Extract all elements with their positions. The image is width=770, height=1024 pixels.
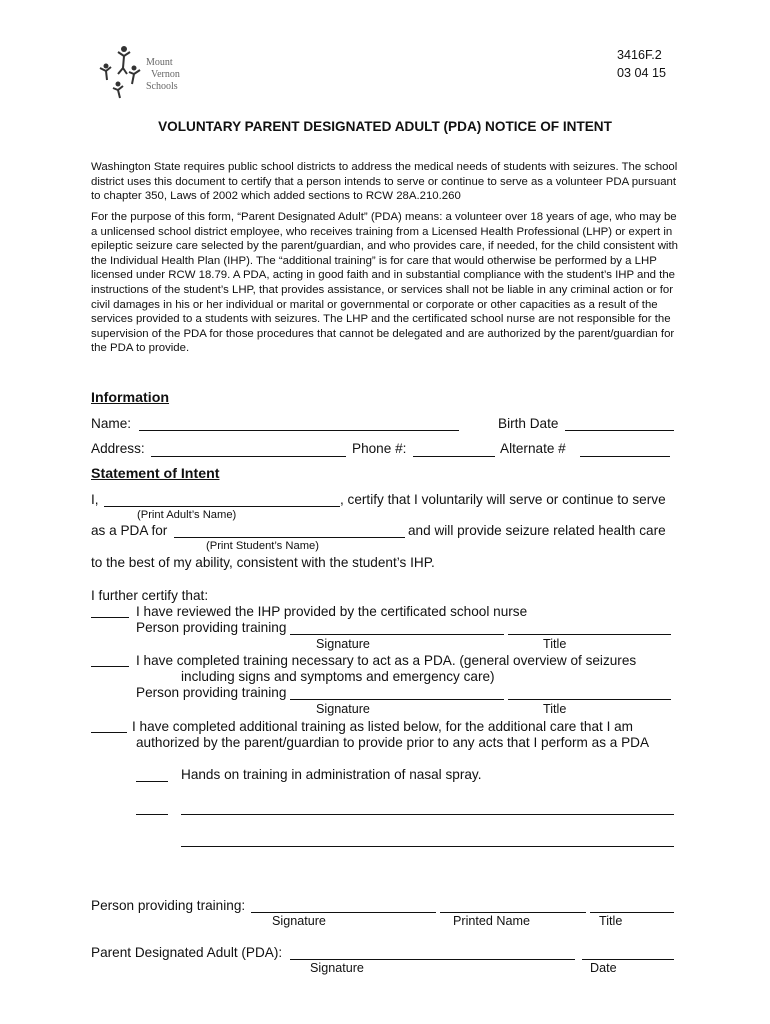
item1-text: I have reviewed the IHP provided by the certificated school nurse: [136, 604, 528, 619]
address-field[interactable]: [151, 456, 346, 457]
will-provide-text: and will provide seizure related health care: [408, 523, 666, 538]
item1-title-caption: Title: [543, 637, 567, 651]
name-field[interactable]: [139, 430, 459, 431]
print-student-caption: (Print Student’s Name): [206, 540, 319, 552]
pda-date-caption: Date: [590, 961, 617, 975]
item1-initial-field[interactable]: [91, 617, 129, 618]
pda-date-field[interactable]: [582, 959, 674, 960]
form-date: 03 04 15: [617, 66, 667, 80]
i-label: I,: [91, 492, 99, 507]
name-label: Name:: [91, 416, 132, 431]
pda-signature-caption: Signature: [310, 961, 364, 975]
pda-signature-field[interactable]: [290, 959, 575, 960]
as-pda-for-label: as a PDA for: [91, 523, 168, 538]
page-title: VOLUNTARY PARENT DESIGNATED ADULT (PDA) NOTICE OF INTENT: [158, 119, 612, 134]
nasal-training-text: Hands on training in administration of nasal spray.: [181, 767, 482, 782]
item2-text-b: including signs and symptoms and emergency care): [181, 669, 495, 684]
item2-title-caption: Title: [543, 702, 567, 716]
footer-signature-caption: Signature: [272, 914, 326, 928]
print-adult-caption: (Print Adult’s Name): [137, 509, 237, 521]
intro-paragraph-1: Washington State requires public school districts to address the medical needs of students with seizures. The school district uses this document to certify that a person intends to serve or continue to serve as a volunteer PDA pursuant to chapter 350, Laws of 2002 which added sections to RCW 28A.210.260: [91, 161, 678, 203]
extra-training-line-1[interactable]: [181, 814, 674, 815]
birth-date-field[interactable]: [565, 430, 674, 431]
item3-text-b: authorized by the parent/guardian to provide prior to any acts that I perform as a PDA: [136, 735, 650, 750]
logo-line-2: Vernon: [151, 69, 180, 80]
logo-line-1: Mount: [146, 57, 173, 68]
item2-signature-caption: Signature: [316, 702, 370, 716]
item3-initial-field[interactable]: [91, 732, 127, 733]
footer-trainer-signature-field[interactable]: [251, 912, 436, 913]
intro-paragraph-2: For the purpose of this form, “Parent Designated Adult” (PDA) means: a volunteer over 18 years of age, who may be a unlicensed school district employee, who receives training from a Licensed Health Professional (LHP) or expert in epileptic seizure care selected by the parent/guardian, and who provides care, if needed, for the child consistent with the Individual Health Plan (IHP). The “additional training” is for care that would otherwise be performed by a LHP licensed under RCW 18.79. A PDA, acting in good faith and in substantial compliance with the student’s IHP and the instructions of the student’s LHP, that provides assistance, or services shall not be liable in any criminal action or for civil damages in his or her individual or marital or governmental or corporate or other capacities as a result of the services provided to a students with seizures. The LHP and the certificated school nurse are not responsible for the supervision of the PDA for those procedures that cannot be delegated and are authorized by the parent/guardian for the PDA to provide.: [91, 211, 678, 355]
information-heading: Information: [91, 390, 170, 406]
item2-text-a: I have completed training necessary to act as a PDA. (general overview of seizures: [136, 653, 637, 668]
form-code: 3416F.2: [617, 48, 662, 62]
birth-date-label: Birth Date: [498, 416, 559, 431]
footer-trainer-printed-name-field[interactable]: [440, 912, 586, 913]
adult-name-field[interactable]: [104, 506, 340, 507]
item1-trainer-label: Person providing training: [136, 620, 287, 635]
footer-trainer-title-field[interactable]: [590, 912, 674, 913]
best-of-ability-text: to the best of my ability, consistent with the student’s IHP.: [91, 555, 435, 570]
footer-printed-name-caption: Printed Name: [453, 914, 530, 928]
phone-field[interactable]: [413, 456, 495, 457]
alternate-label: Alternate #: [500, 441, 566, 456]
item3-text-a: I have completed additional training as listed below, for the additional care that I am: [132, 719, 634, 734]
item1-trainer-title-field[interactable]: [508, 634, 671, 635]
statement-heading: Statement of Intent: [91, 466, 220, 482]
item2-initial-field[interactable]: [91, 666, 129, 667]
further-certify-text: I further certify that:: [91, 588, 209, 603]
logo-line-3: Schools: [146, 81, 178, 92]
address-label: Address:: [91, 441, 145, 456]
nasal-initial-field[interactable]: [136, 781, 168, 782]
item1-trainer-signature-field[interactable]: [290, 634, 504, 635]
pda-label: Parent Designated Adult (PDA):: [91, 945, 283, 960]
certify-text: , certify that I voluntarily will serve or continue to serve: [340, 492, 666, 507]
item2-trainer-label: Person providing training: [136, 685, 287, 700]
extra-training-line-2[interactable]: [181, 846, 674, 847]
footer-trainer-label: Person providing training:: [91, 898, 246, 913]
student-name-field[interactable]: [174, 537, 405, 538]
footer-title-caption: Title: [599, 914, 623, 928]
alternate-phone-field[interactable]: [580, 456, 670, 457]
phone-label: Phone #:: [352, 441, 407, 456]
extra-initial-field[interactable]: [136, 814, 168, 815]
school-logo-icon: [96, 44, 148, 100]
item1-signature-caption: Signature: [316, 637, 370, 651]
item2-trainer-title-field[interactable]: [508, 699, 671, 700]
item2-trainer-signature-field[interactable]: [290, 699, 504, 700]
